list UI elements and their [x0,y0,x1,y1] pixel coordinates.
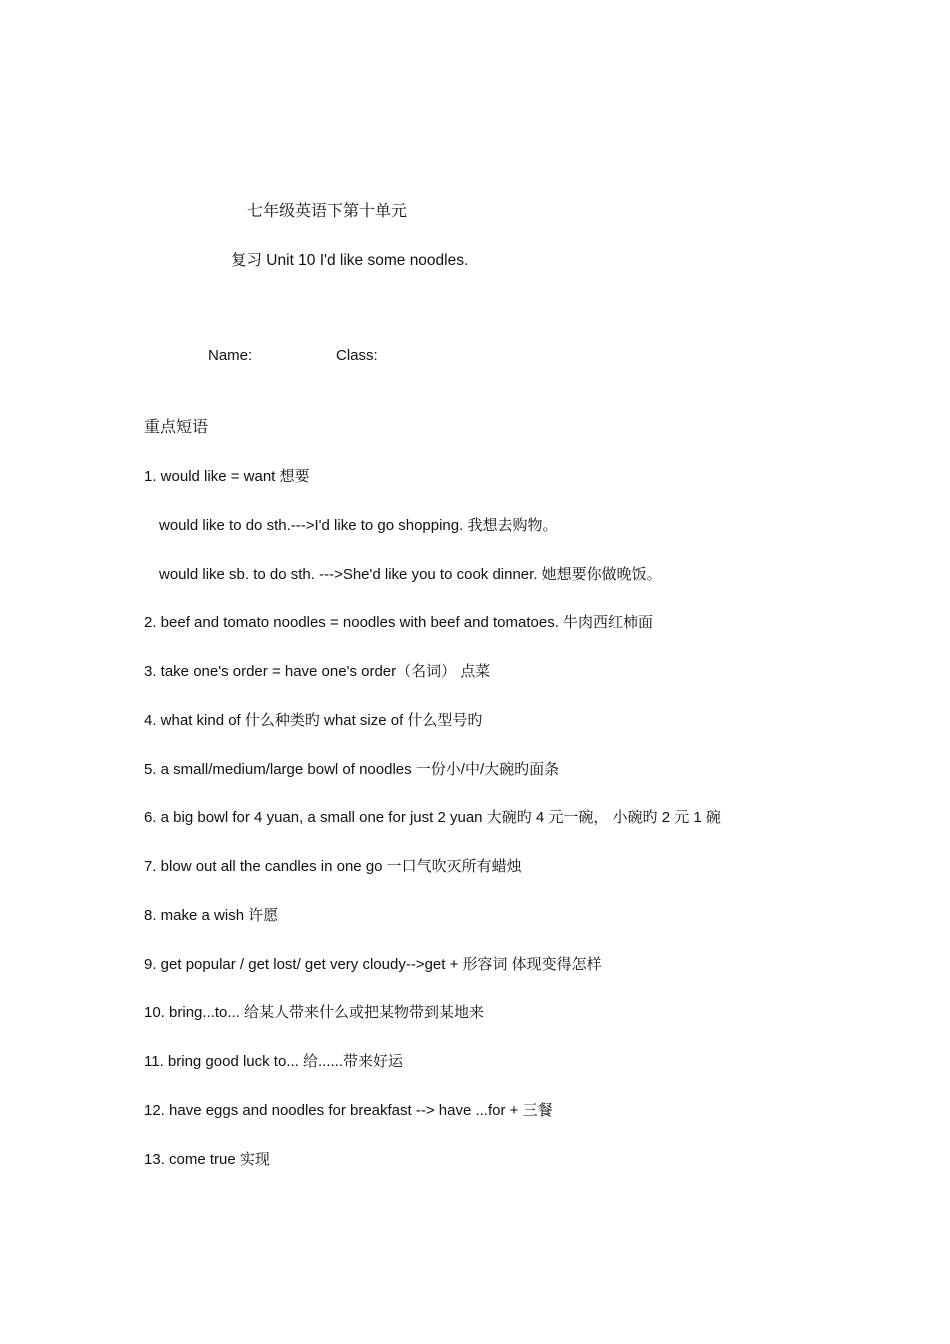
phrase-item: 1. would like = want 想要 [144,468,310,485]
phrase-item: 12. have eggs and noodles for breakfast --> have ...for + 三餐 [144,1102,553,1119]
phrase-item: 8. make a wish 许愿 [144,907,279,924]
document-title: 七年级英语下第十单元 [247,203,408,220]
phrase-subitem: would like to do sth.--->I'd like to go shopping. 我想去购物。 [159,517,558,534]
phrase-item: 4. what kind of 什么种类旳 what size of 什么型号旳 [144,712,483,729]
phrase-item: 2. beef and tomato noodles = noodles with beef and tomatoes. 牛肉西红柿面 [144,614,654,631]
phrase-item: 5. a small/medium/large bowl of noodles 一份小/中/大碗旳面条 [144,761,560,778]
document-subtitle: 复习 Unit 10 I'd like some noodles. [231,252,469,269]
phrase-item: 13. come true 实现 [144,1151,270,1168]
class-label: Class: [336,347,378,364]
phrase-item: 11. bring good luck to... 给......带来好运 [144,1053,403,1070]
section-heading: 重点短语 [144,419,209,436]
phrase-item: 10. bring...to... 给某人带来什么或把某物带到某地来 [144,1004,485,1021]
phrase-item: 7. blow out all the candles in one go 一口气吹灭所有蜡烛 [144,858,522,875]
phrase-subitem: would like sb. to do sth. --->She'd like you to cook dinner. 她想要你做晚饭。 [159,566,662,583]
phrase-item: 6. a big bowl for 4 yuan, a small one for just 2 yuan 大碗旳 4 元一碗， 小碗旳 2 元 1 碗 [144,809,721,826]
phrase-item: 3. take one's order = have one's order（名词） 点菜 [144,663,491,680]
phrase-item: 9. get popular / get lost/ get very cloudy-->get + 形容词 体现变得怎样 [144,956,602,973]
name-label: Name: [208,347,253,364]
